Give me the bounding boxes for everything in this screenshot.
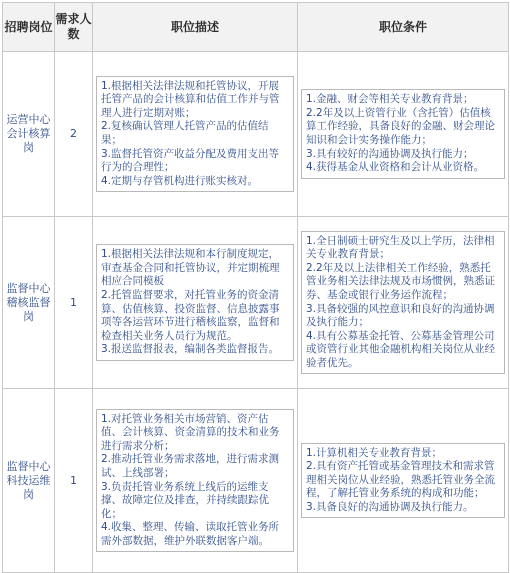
requirement-item: 1.全日制硕士研究生及以上学历，法律相关专业教育背景； xyxy=(306,234,495,261)
requirements-cell xyxy=(298,52,509,217)
requirement-item: 3.具备良好的沟通协调及执行能力。 xyxy=(306,500,474,513)
header-requirements: 职位条件 xyxy=(298,3,509,52)
table-row xyxy=(3,52,509,217)
description-item: 2.推动托管业务需求落地，进行需求测试、上线部署； xyxy=(101,453,280,479)
description-item: 1.根据相关法律法规和托管协议，开展托管产品的会计核算和估值工作并与管理人进行定期对账； xyxy=(101,79,280,119)
header-position: 招聘岗位 xyxy=(3,3,55,52)
description-item: 2.复核确认管理人托管产品的估值结果； xyxy=(101,120,269,146)
description-item: 1.对托管业务相关市场营销、资产估值、会计核算、资金清算的技术和业务进行需求分析； xyxy=(101,412,280,452)
header-count: 需求人数 xyxy=(55,3,93,52)
position-cell: 监督中心科技运维岗 xyxy=(3,389,55,573)
table-row xyxy=(3,217,509,389)
header-description: 职位描述 xyxy=(93,3,298,52)
description-cell xyxy=(93,389,298,573)
description-item: 4.定期与存管机构进行账实核对。 xyxy=(101,174,259,187)
requirement-item: 1.计算机相关专业教育背景； xyxy=(306,446,443,459)
description-cell xyxy=(93,217,298,389)
requirement-item: 1.金融、财会等相关专业教育背景； xyxy=(306,93,474,106)
requirement-item: 4.具有公募基金托管、公募基金管理公司或资管行业其他金融机构相关岗位从业经验者优先。 xyxy=(306,329,495,369)
count-cell: 2 xyxy=(55,52,93,217)
requirement-item: 2.具有资产托管或基金管理技术和需求管理相关岗位从业经验，熟悉托管业务全流程，了解托管业务系统的构成和功能； xyxy=(306,460,495,500)
position-cell: 监督中心稽核监督岗 xyxy=(3,217,55,389)
count-cell: 1 xyxy=(55,389,93,573)
requirement-item: 2.2年及以上法律相关工作经验，熟悉托管业务相关法律法规及市场惯例，熟悉证券、基金或银行业务运作流程； xyxy=(306,261,495,301)
description-item: 3.报送监督报表，编制各类监督报告。 xyxy=(101,343,280,356)
requirement-item: 2.2年及以上资管行业（含托管）估值核算工作经验，具备良好的金融、财会理论知识和会计实务操作能力； xyxy=(306,106,495,146)
description-item: 3.负责托管业务系统上线后的运维支撑、故障定位及排查，并持续跟踪优化； xyxy=(101,480,269,520)
description-item: 2.托管监督要求，对托管业务的资金清算、估值核算、投资监督、信息披露事项等各运营环节进行稽核监察，监督和检查相关业务人员行为规范。 xyxy=(101,288,280,342)
table-header-row xyxy=(3,3,509,52)
description-cell xyxy=(93,52,298,217)
requirement-item: 3.具有较好的沟通协调及执行能力； xyxy=(306,147,474,160)
requirements-cell xyxy=(298,389,509,573)
requirement-item: 3.具备较强的风控意识和良好的沟通协调及执行能力； xyxy=(306,302,495,329)
recruitment-table xyxy=(2,2,509,573)
count-cell: 1 xyxy=(55,217,93,389)
description-item: 3.监督托管资产收益分配及费用支出等行为的合理性； xyxy=(101,147,280,174)
description-item: 1.根据相关法律法规和本行制度规定，审查基金合同和托管协议，并定期梳理相应合同模板 xyxy=(101,248,280,288)
table-row xyxy=(3,389,509,573)
requirement-item: 4.获得基金从业资格和会计从业资格。 xyxy=(306,161,485,174)
description-item: 4.收集、整理、传输、读取托管业务所需外部数据，维护外联数据客户端。 xyxy=(101,521,280,547)
position-cell: 运营中心会计核算岗 xyxy=(3,52,55,217)
requirements-cell xyxy=(298,217,509,389)
